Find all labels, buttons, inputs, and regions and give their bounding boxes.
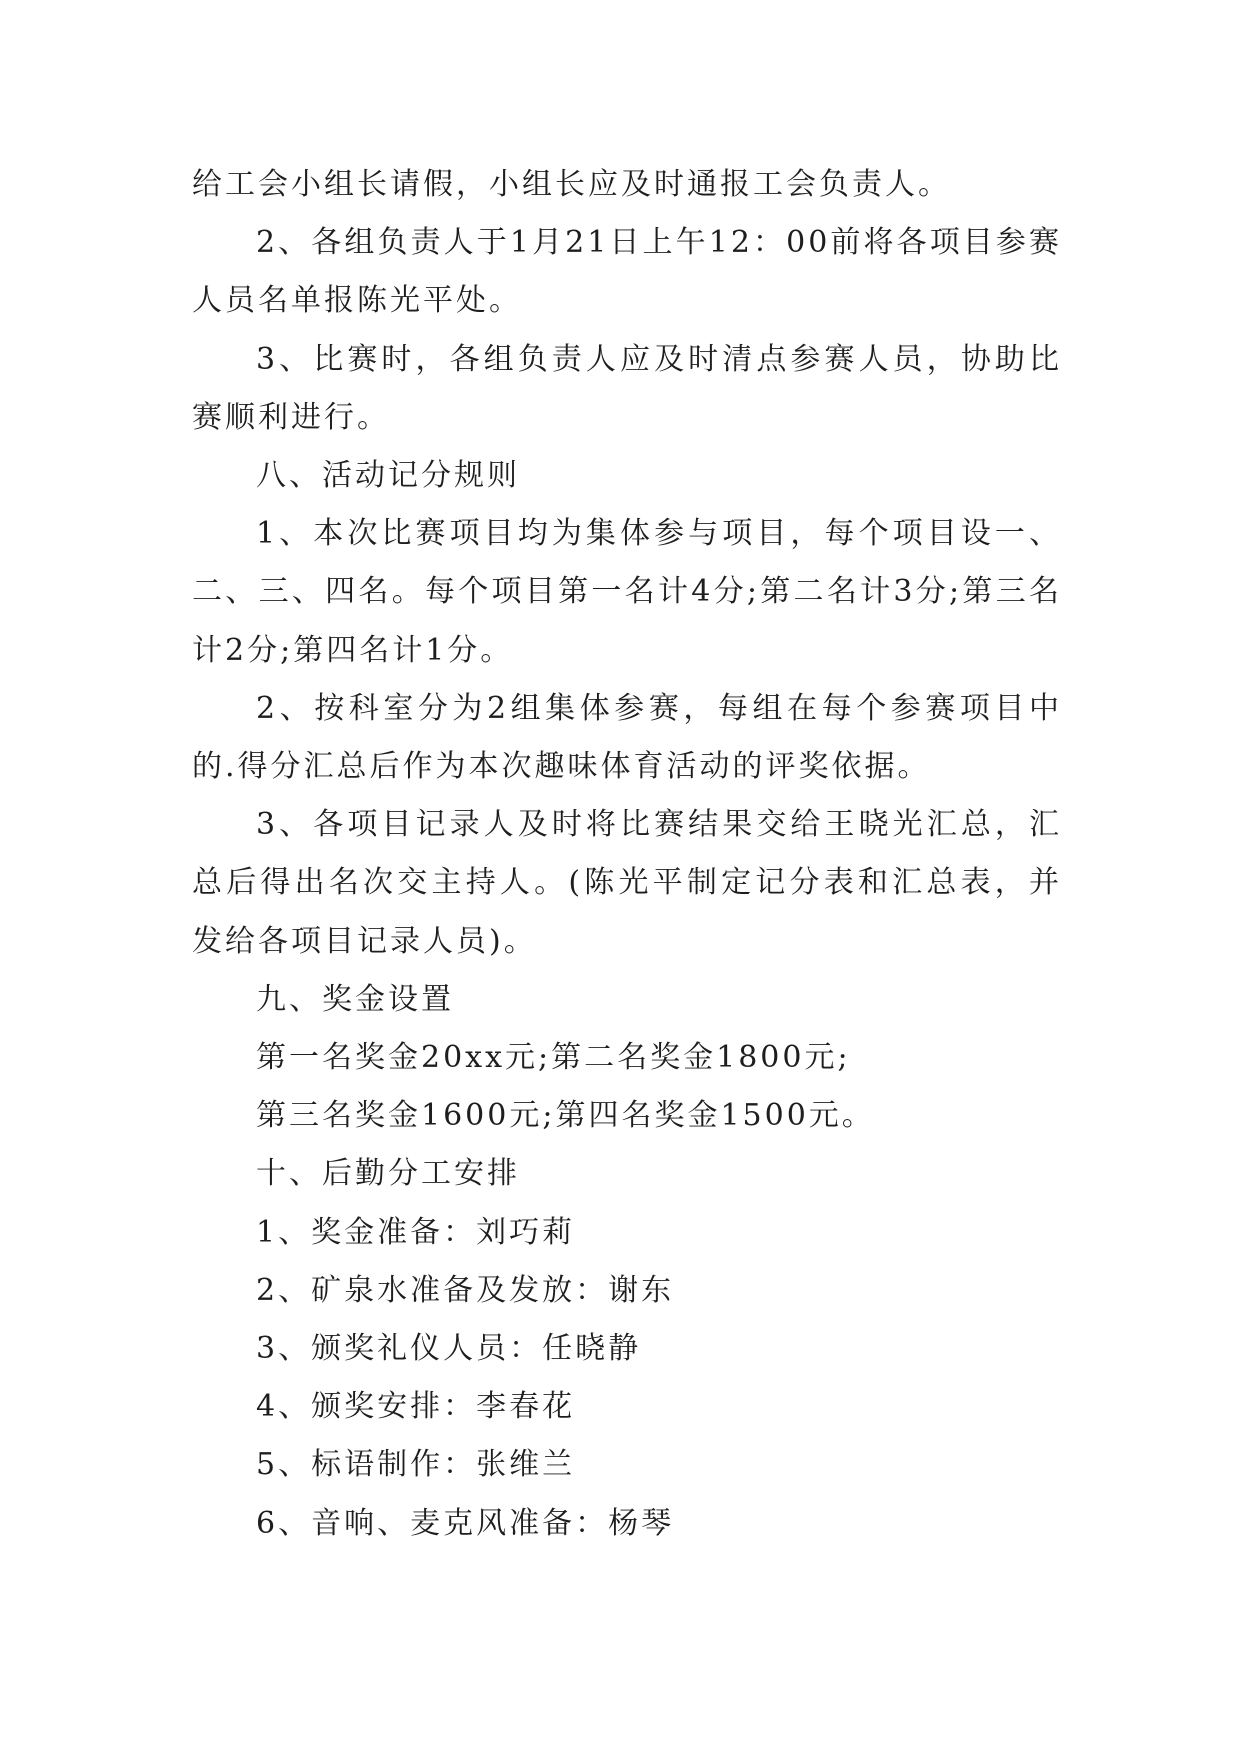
paragraph-scoring-points: 1、本次比赛项目均为集体参与项目，每个项目设一、二、三、四名。每个项目第一名计4分;第二名计3分;第三名计2分;第四名计1分。 — [192, 516, 1062, 668]
paragraph-roster-deadline: 2、各组负责人于1月21日上午12：00前将各项目参赛人员名单报陈光平处。 — [192, 225, 1062, 319]
paragraph-scoring-records: 3、各项目记录人及时将比赛结果交给王晓光汇总，汇总后得出名次交主持人。(陈光平制定记分表和汇总表，并发给各项目记录人员)。 — [192, 807, 1062, 959]
document-body — [192, 156, 1062, 1553]
paragraph-leave-notice: 给工会小组长请假，小组长应及时通报工会负责人。 — [192, 167, 951, 202]
logistics-item-prize-money: 1、奖金准备：刘巧莉 — [256, 1214, 576, 1250]
paragraph-prizes-third-fourth: 第三名奖金1600元;第四名奖金1500元。 — [256, 1098, 875, 1134]
paragraph-scoring-groups: 2、按科室分为2组集体参赛，每组在每个参赛项目中的.得分汇总后作为本次趣味体育活动的评奖依据。 — [192, 690, 1062, 785]
section-heading-logistics: 十、后勤分工安排 — [256, 1156, 520, 1192]
logistics-item-water: 2、矿泉水准备及发放：谢东 — [256, 1272, 675, 1308]
section-heading-prizes: 九、奖金设置 — [256, 981, 454, 1017]
paragraph-prizes-first-second: 第一名奖金20xx元;第二名奖金1800元; — [256, 1040, 851, 1076]
paragraph-headcount: 3、比赛时，各组负责人应及时清点参赛人员，协助比赛顺利进行。 — [192, 341, 1062, 435]
logistics-item-award-arrangement: 4、颁奖安排：李春花 — [256, 1389, 576, 1425]
logistics-item-audio: 6、音响、麦克风准备：杨琴 — [256, 1505, 675, 1541]
logistics-item-banners: 5、标语制作：张维兰 — [256, 1447, 576, 1483]
section-heading-scoring: 八、活动记分规则 — [256, 458, 520, 494]
logistics-item-etiquette: 3、颁奖礼仪人员：任晓静 — [256, 1331, 642, 1367]
